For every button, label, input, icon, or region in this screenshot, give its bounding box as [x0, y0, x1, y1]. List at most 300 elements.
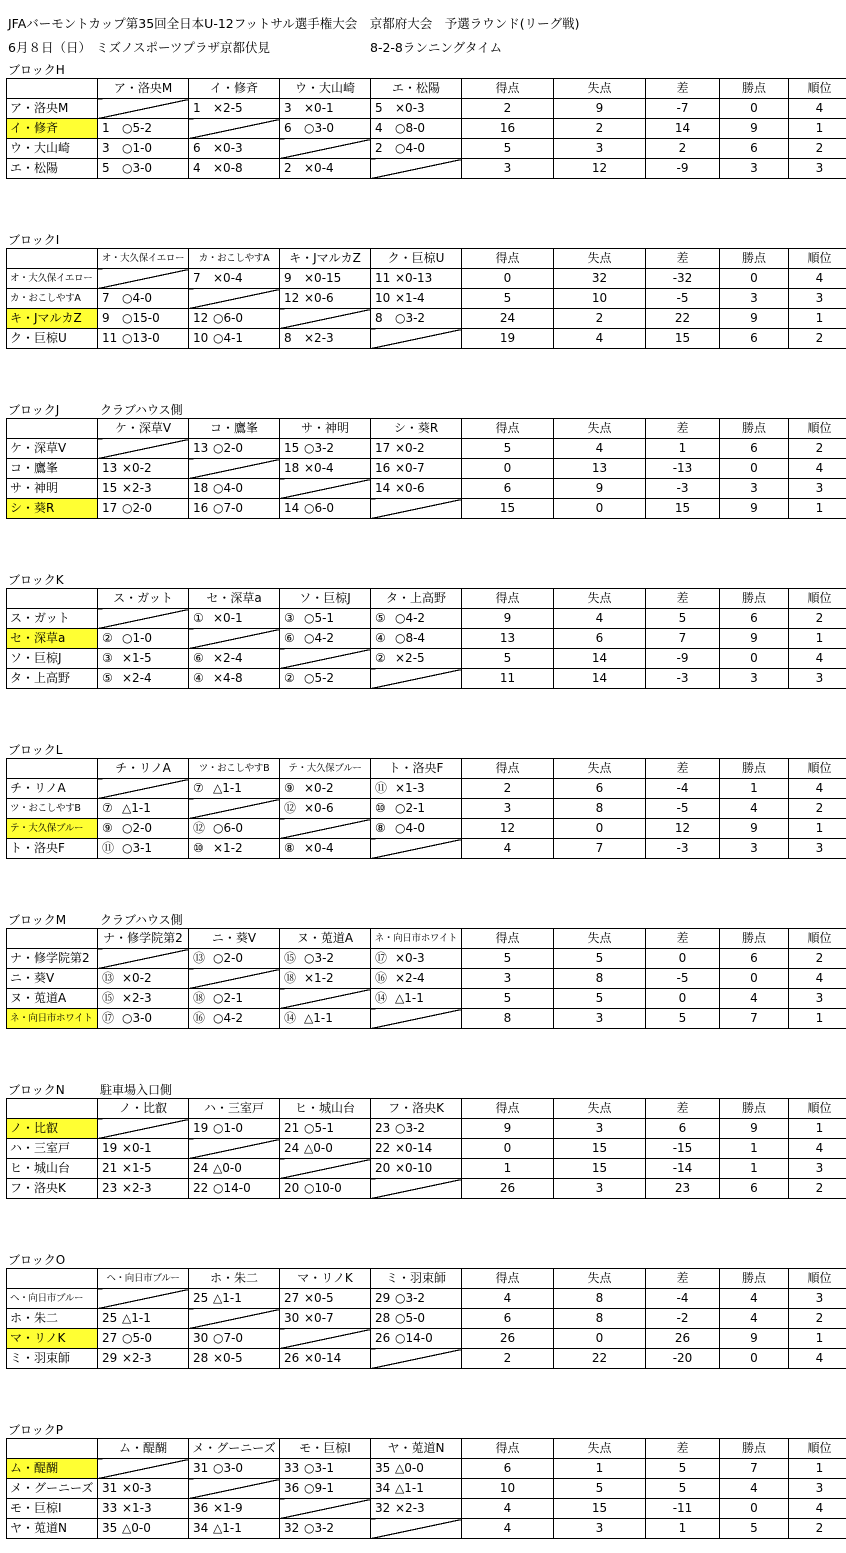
stat-value: 4	[462, 1519, 554, 1539]
stat-value: 3	[789, 479, 846, 499]
match-score: ○1-0	[122, 141, 153, 155]
self-match-cell	[280, 649, 371, 669]
stat-header: 勝点	[720, 1269, 789, 1289]
stat-value: 2	[789, 949, 846, 969]
stat-value: 9	[720, 309, 789, 329]
match-score: △1-1	[213, 1521, 242, 1535]
column-team-header: メ・グーニーズ	[189, 1439, 280, 1459]
stat-value: 1	[646, 439, 720, 459]
stat-value: 3	[554, 1179, 646, 1199]
row-team-name: ネ・向日市ホワイト	[7, 1009, 98, 1029]
match-result-cell	[189, 479, 280, 499]
match-result-cell	[280, 439, 371, 459]
match-score: ○3-2	[304, 951, 335, 965]
match-score: ×0-10	[395, 1161, 433, 1175]
match-score: ○4-0	[395, 821, 426, 835]
stat-value: 4	[554, 439, 646, 459]
match-result-cell	[98, 139, 189, 159]
match-score: ○2-0	[213, 951, 244, 965]
self-match-cell	[280, 1499, 371, 1519]
game-number: 11	[375, 271, 391, 285]
game-number: ⑭	[375, 991, 388, 1005]
match-score: △0-0	[213, 1161, 242, 1175]
match-score: ○8-4	[395, 631, 426, 645]
match-score: ×2-5	[395, 651, 425, 665]
match-score: ×0-3	[213, 141, 243, 155]
stat-header: 得点	[462, 589, 554, 609]
stat-header: 順位	[789, 419, 846, 439]
match-result-cell	[98, 1519, 189, 1539]
stat-header: 差	[646, 1099, 720, 1119]
stat-value: 4	[789, 649, 846, 669]
row-team-name: フ・洛央K	[7, 1179, 98, 1199]
stat-value: 3	[720, 839, 789, 859]
stat-value: 0	[720, 969, 789, 989]
stat-value: -15	[646, 1139, 720, 1159]
stat-value: 3	[462, 159, 554, 179]
match-result-cell	[371, 819, 462, 839]
column-team-header: ム・醍醐	[98, 1439, 189, 1459]
match-result-cell	[371, 289, 462, 309]
stat-value: 1	[720, 779, 789, 799]
match-result-cell	[280, 799, 371, 819]
stat-value: 4	[789, 1499, 846, 1519]
self-match-cell	[280, 1329, 371, 1349]
table-row	[7, 949, 846, 969]
league-table	[6, 758, 846, 859]
table-row	[7, 1349, 846, 1369]
table-row	[7, 1519, 846, 1539]
stat-value: -20	[646, 1349, 720, 1369]
block-title	[8, 231, 59, 248]
match-score: ○3-0	[213, 1461, 244, 1475]
stat-header: 差	[646, 1439, 720, 1459]
stat-value: 2	[462, 99, 554, 119]
stat-value: 13	[462, 629, 554, 649]
stat-value: 7	[554, 839, 646, 859]
row-team-name: ミ・羽束師	[7, 1349, 98, 1369]
row-team-name: ウ・大山崎	[7, 139, 98, 159]
match-score: ×0-1	[122, 1141, 152, 1155]
stat-value: 5	[720, 1519, 789, 1539]
stat-value: 1	[554, 1459, 646, 1479]
stat-value: 15	[462, 499, 554, 519]
stat-value: 1	[789, 1329, 846, 1349]
game-number: 33	[102, 1501, 118, 1515]
stat-value: 1	[462, 1159, 554, 1179]
game-number: 1	[193, 101, 201, 115]
column-team-header: ス・ガット	[98, 589, 189, 609]
game-number: 25	[193, 1291, 209, 1305]
match-result-cell	[371, 799, 462, 819]
game-number: 26	[284, 1351, 300, 1365]
game-number: ⑬	[193, 951, 206, 965]
game-number: 6	[193, 141, 201, 155]
column-team-header: カ・おこしやすA	[189, 249, 280, 269]
stat-value: 8	[554, 1309, 646, 1329]
block-location: クラブハウス側	[100, 403, 183, 417]
stat-header: 失点	[554, 249, 646, 269]
game-number: ②	[284, 671, 295, 685]
event-date: 6月８日（日）	[8, 40, 91, 55]
stat-value: 5	[646, 1459, 720, 1479]
stat-header: 勝点	[720, 589, 789, 609]
block-location: クラブハウス側	[100, 913, 183, 927]
match-score: ×0-4	[304, 161, 334, 175]
stat-value: 12	[646, 819, 720, 839]
match-result-cell	[98, 989, 189, 1009]
stat-value: -2	[646, 1309, 720, 1329]
self-match-cell	[98, 1289, 189, 1309]
row-team-name: ア・洛央M	[7, 99, 98, 119]
match-result-cell	[98, 839, 189, 859]
match-result-cell	[189, 329, 280, 349]
match-score: △1-1	[395, 991, 424, 1005]
match-result-cell	[98, 289, 189, 309]
game-number: 15	[102, 481, 118, 495]
stat-value: -5	[646, 969, 720, 989]
corner-cell	[7, 589, 98, 609]
stat-value: 2	[646, 139, 720, 159]
column-team-header: モ・巨椋I	[280, 1439, 371, 1459]
event-venue: ミズノスポーツプラザ京都伏見	[96, 40, 271, 55]
header-row	[7, 249, 846, 269]
stat-value: 5	[462, 649, 554, 669]
match-result-cell	[98, 1309, 189, 1329]
game-number: 15	[284, 441, 300, 455]
game-number: 8	[284, 331, 292, 345]
game-number: ⑮	[284, 951, 297, 965]
table-row	[7, 629, 846, 649]
game-number: ⑱	[193, 991, 206, 1005]
row-team-name: チ・リノA	[7, 779, 98, 799]
match-result-cell	[371, 269, 462, 289]
stat-value: 3	[789, 839, 846, 859]
game-number: 17	[375, 441, 391, 455]
game-number: ⑰	[375, 951, 388, 965]
match-score: ○7-0	[213, 1331, 244, 1345]
game-number: 23	[102, 1181, 118, 1195]
stat-value: 3	[720, 669, 789, 689]
corner-cell	[7, 1099, 98, 1119]
match-result-cell	[280, 1139, 371, 1159]
match-score: ×2-4	[122, 671, 152, 685]
table-row	[7, 1459, 846, 1479]
corner-cell	[7, 1269, 98, 1289]
stat-value: 8	[462, 1009, 554, 1029]
corner-cell	[7, 79, 98, 99]
row-team-name: ナ・修学院第2	[7, 949, 98, 969]
self-match-cell	[98, 1459, 189, 1479]
stat-value: 2	[789, 1179, 846, 1199]
game-number: 7	[102, 291, 110, 305]
stat-header: 得点	[462, 759, 554, 779]
game-number: ⑱	[284, 971, 297, 985]
match-score: ×0-5	[304, 1291, 334, 1305]
stat-value: 9	[462, 1119, 554, 1139]
column-team-header: イ・修斉	[189, 79, 280, 99]
match-score: ○14-0	[395, 1331, 433, 1345]
stat-value: 9	[720, 819, 789, 839]
table-row	[7, 499, 846, 519]
match-score: ○3-1	[122, 841, 153, 855]
match-score: △1-1	[122, 801, 151, 815]
column-team-header: マ・リノK	[280, 1269, 371, 1289]
stat-value: 1	[789, 1119, 846, 1139]
match-result-cell	[98, 119, 189, 139]
stat-header: 勝点	[720, 249, 789, 269]
table-row	[7, 969, 846, 989]
match-result-cell	[280, 669, 371, 689]
header-row	[7, 79, 846, 99]
match-score: ○3-0	[304, 121, 335, 135]
match-result-cell	[280, 159, 371, 179]
match-result-cell	[189, 439, 280, 459]
row-team-name: ヌ・莵道A	[7, 989, 98, 1009]
match-score: ×0-7	[304, 1311, 334, 1325]
match-score: ○2-0	[213, 441, 244, 455]
match-result-cell	[280, 1009, 371, 1029]
stat-value: 5	[462, 949, 554, 969]
column-team-header: ミ・羽束師	[371, 1269, 462, 1289]
match-score: ○4-2	[304, 631, 335, 645]
game-number: 36	[284, 1481, 300, 1495]
stat-value: 26	[646, 1329, 720, 1349]
stat-value: 4	[462, 1289, 554, 1309]
stat-value: 5	[462, 139, 554, 159]
match-score: ○5-1	[304, 611, 335, 625]
header-row	[7, 759, 846, 779]
stat-value: 1	[789, 119, 846, 139]
column-team-header: ヤ・莵道N	[371, 1439, 462, 1459]
stat-value: 15	[554, 1139, 646, 1159]
column-team-header: ト・洛央F	[371, 759, 462, 779]
row-team-name: ス・ガット	[7, 609, 98, 629]
match-score: ×0-13	[395, 271, 433, 285]
stat-value: 1	[646, 1519, 720, 1539]
column-team-header: ケ・深草V	[98, 419, 189, 439]
match-result-cell	[371, 1119, 462, 1139]
stat-value: 6	[554, 779, 646, 799]
game-number: 30	[193, 1331, 209, 1345]
stat-value: 26	[462, 1329, 554, 1349]
game-number: 14	[284, 501, 300, 515]
game-number: ③	[102, 651, 113, 665]
game-number: ⑤	[375, 611, 386, 625]
self-match-cell	[189, 629, 280, 649]
match-result-cell	[280, 609, 371, 629]
table-row	[7, 269, 846, 289]
match-result-cell	[98, 1349, 189, 1369]
match-score: ○4-0	[395, 141, 426, 155]
table-row	[7, 309, 846, 329]
stat-value: 0	[554, 1329, 646, 1349]
table-row	[7, 99, 846, 119]
stat-value: -14	[646, 1159, 720, 1179]
stat-header: 勝点	[720, 759, 789, 779]
match-score: ×0-2	[395, 441, 425, 455]
game-number: 7	[193, 271, 201, 285]
header-row	[7, 1439, 846, 1459]
stat-value: 6	[462, 1309, 554, 1329]
match-result-cell	[280, 1459, 371, 1479]
stat-value: 0	[720, 649, 789, 669]
match-result-cell	[98, 819, 189, 839]
match-score: ×0-6	[395, 481, 425, 495]
match-score: ○6-0	[213, 311, 244, 325]
match-result-cell	[98, 649, 189, 669]
self-match-cell	[98, 609, 189, 629]
stat-value: 5	[646, 1009, 720, 1029]
match-score: ○10-0	[304, 1181, 342, 1195]
column-team-header: ク・巨椋U	[371, 249, 462, 269]
row-team-name: オ・大久保イエロー	[7, 269, 98, 289]
match-score: ○5-1	[304, 1121, 335, 1135]
match-score: ×0-4	[213, 271, 243, 285]
stat-value: 10	[462, 1479, 554, 1499]
stat-value: 2	[554, 119, 646, 139]
stat-value: 3	[720, 159, 789, 179]
self-match-cell	[280, 819, 371, 839]
match-score: ○4-0	[213, 481, 244, 495]
match-result-cell	[189, 139, 280, 159]
match-result-cell	[98, 159, 189, 179]
stat-header: 差	[646, 589, 720, 609]
stat-value: -5	[646, 289, 720, 309]
match-result-cell	[189, 1289, 280, 1309]
match-result-cell	[371, 969, 462, 989]
stat-value: 22	[554, 1349, 646, 1369]
stat-value: 2	[789, 439, 846, 459]
stat-value: 6	[720, 329, 789, 349]
match-score: ○13-0	[122, 331, 160, 345]
stat-value: 3	[789, 1159, 846, 1179]
match-result-cell	[280, 839, 371, 859]
match-result-cell	[98, 669, 189, 689]
table-row	[7, 1309, 846, 1329]
game-number: 23	[375, 1121, 391, 1135]
table-row	[7, 779, 846, 799]
match-score: ×2-5	[213, 101, 243, 115]
stat-header: 得点	[462, 1439, 554, 1459]
match-score: ○3-2	[395, 311, 426, 325]
stat-value: 3	[789, 1289, 846, 1309]
header-row	[7, 589, 846, 609]
table-row	[7, 1479, 846, 1499]
stat-value: 1	[789, 1459, 846, 1479]
stat-header: 差	[646, 419, 720, 439]
match-result-cell	[371, 649, 462, 669]
match-score: ○3-0	[122, 1011, 153, 1025]
match-result-cell	[280, 1119, 371, 1139]
column-team-header: セ・深草a	[189, 589, 280, 609]
stat-value: 1	[720, 1139, 789, 1159]
stat-value: 1	[789, 309, 846, 329]
game-number: ④	[193, 671, 204, 685]
match-score: ×1-4	[395, 291, 425, 305]
row-team-name: ホ・朱二	[7, 1309, 98, 1329]
match-score: △1-1	[304, 1011, 333, 1025]
match-result-cell	[189, 309, 280, 329]
match-result-cell	[280, 99, 371, 119]
self-match-cell	[189, 799, 280, 819]
event-time: 8-2-8ランニングタイム	[370, 40, 503, 55]
match-result-cell	[98, 629, 189, 649]
match-result-cell	[280, 1179, 371, 1199]
self-match-cell	[371, 1349, 462, 1369]
match-result-cell	[280, 779, 371, 799]
stat-value: 0	[554, 499, 646, 519]
match-result-cell	[280, 329, 371, 349]
stat-value: 6	[720, 139, 789, 159]
league-table	[6, 588, 846, 689]
column-team-header: ヌ・莵道A	[280, 929, 371, 949]
match-score: ×2-3	[122, 1181, 152, 1195]
match-score: ○2-0	[122, 501, 153, 515]
block-name: ブロックJ	[8, 403, 60, 417]
match-result-cell	[98, 309, 189, 329]
match-result-cell	[189, 99, 280, 119]
game-number: ⑥	[284, 631, 295, 645]
game-number: 11	[102, 331, 118, 345]
stat-header: 失点	[554, 79, 646, 99]
table-row	[7, 1159, 846, 1179]
league-table	[6, 248, 846, 349]
match-result-cell	[189, 649, 280, 669]
match-result-cell	[98, 1329, 189, 1349]
row-team-name: ソ・巨椋J	[7, 649, 98, 669]
match-result-cell	[189, 1179, 280, 1199]
row-team-name: ム・醍醐	[7, 1459, 98, 1479]
stat-value: 3	[720, 289, 789, 309]
game-number: ⑫	[193, 821, 206, 835]
match-score: ×1-3	[395, 781, 425, 795]
game-number: 22	[375, 1141, 391, 1155]
corner-cell	[7, 929, 98, 949]
row-team-name: シ・葵R	[7, 499, 98, 519]
match-score: ○6-0	[304, 501, 335, 515]
stat-value: 5	[462, 439, 554, 459]
stat-value: 2	[462, 1349, 554, 1369]
match-score: ○1-0	[213, 1121, 244, 1135]
game-number: 35	[102, 1521, 118, 1535]
row-team-name: ヘ・向日市ブルー	[7, 1289, 98, 1309]
stat-value: 4	[462, 1499, 554, 1519]
game-number: 16	[375, 461, 391, 475]
row-team-name: エ・松陽	[7, 159, 98, 179]
column-team-header: ハ・三室戸	[189, 1099, 280, 1119]
match-score: ×2-3	[122, 1351, 152, 1365]
stat-value: 15	[554, 1499, 646, 1519]
match-score: ○15-0	[122, 311, 160, 325]
stat-value: 9	[720, 629, 789, 649]
stat-value: 23	[646, 1179, 720, 1199]
self-match-cell	[371, 1179, 462, 1199]
stat-header: 勝点	[720, 1439, 789, 1459]
match-result-cell	[371, 479, 462, 499]
match-score: △1-1	[213, 781, 242, 795]
match-result-cell	[371, 1159, 462, 1179]
match-result-cell	[98, 1159, 189, 1179]
stat-value: 3	[554, 1519, 646, 1539]
table-row	[7, 609, 846, 629]
block-title	[8, 911, 183, 928]
stat-value: 3	[789, 159, 846, 179]
game-number: 24	[193, 1161, 209, 1175]
table-row	[7, 839, 846, 859]
stat-value: 13	[554, 459, 646, 479]
stat-value: 5	[646, 609, 720, 629]
